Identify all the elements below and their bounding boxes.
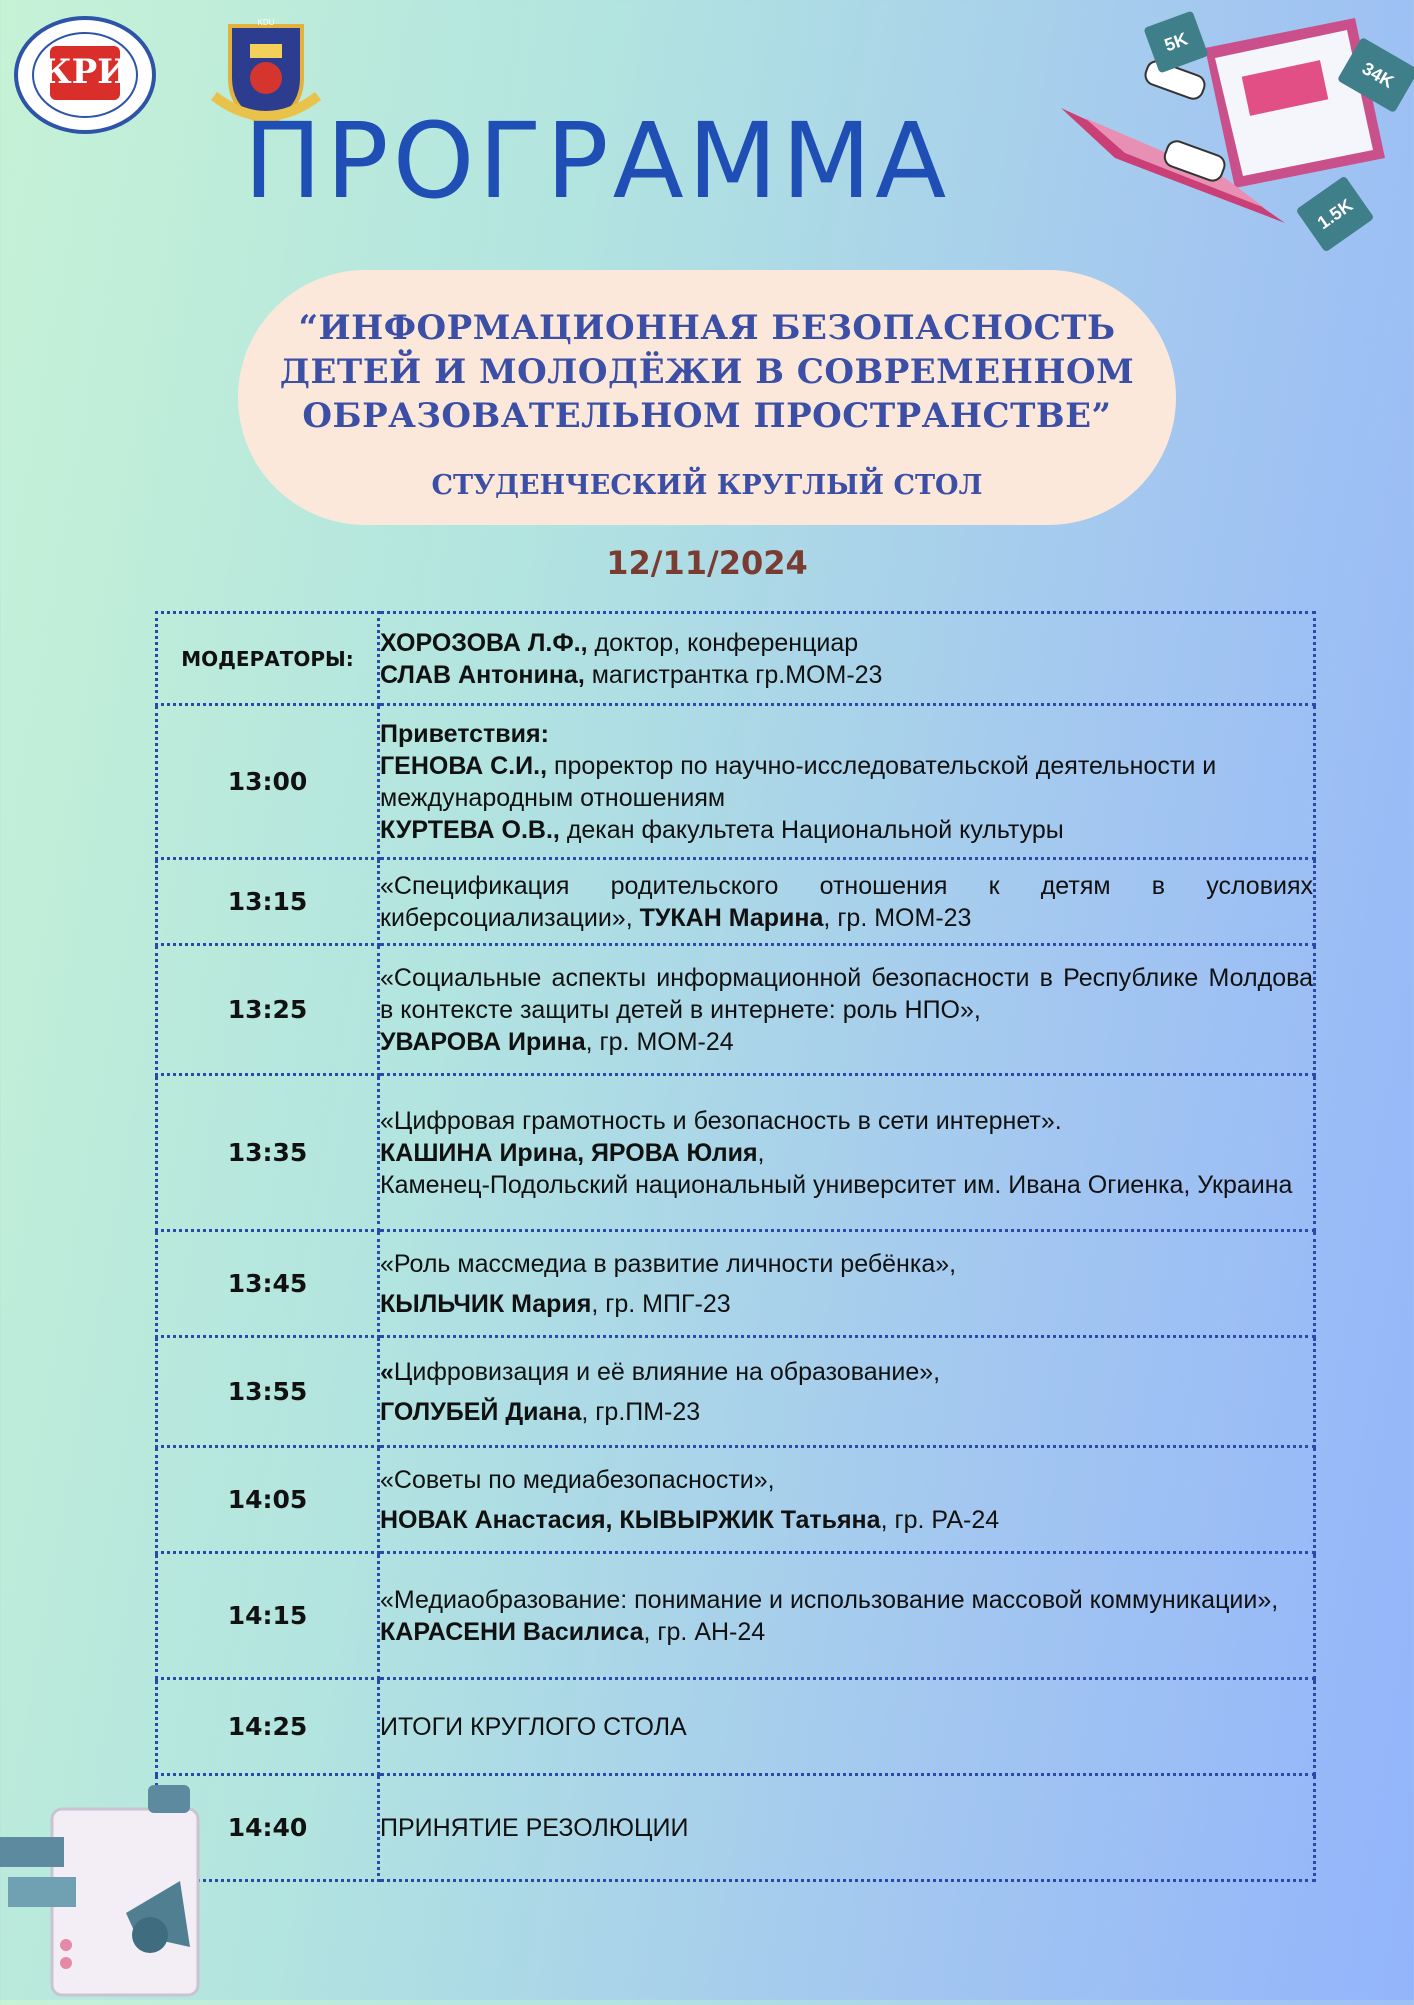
program-table <box>155 611 1316 1882</box>
moderators-label: МОДЕРАТОРЫ: <box>157 613 379 705</box>
speaker-line <box>380 1137 1313 1169</box>
description-cell <box>379 1447 1315 1553</box>
table-row <box>157 945 1315 1075</box>
speaker-separator: , <box>757 1138 765 1167</box>
opening-quote: « <box>380 1357 394 1386</box>
table-row <box>157 1775 1315 1881</box>
closing-item: ИТОГИ КРУГЛОГО СТОЛА <box>379 1679 1315 1775</box>
event-date: 12/11/2024 <box>606 544 808 582</box>
time-cell: 14:05 <box>157 1447 379 1553</box>
speaker-line <box>380 1026 1313 1058</box>
time-cell: 13:00 <box>157 705 379 859</box>
speaker-name: КЫЛЬЧИК Мария <box>380 1289 592 1318</box>
speaker-group: , гр. МОМ-23 <box>823 903 972 932</box>
talk-topic-line <box>380 1352 1313 1392</box>
description-cell <box>379 1553 1315 1679</box>
logo-right-lettering: KDU <box>257 18 275 27</box>
time-cell: 13:55 <box>157 1337 379 1447</box>
table-row <box>157 1231 1315 1337</box>
description-cell <box>379 859 1315 945</box>
speaker-line <box>380 750 1313 814</box>
table-row <box>157 705 1315 859</box>
speaker-group: , гр. МПГ-23 <box>591 1289 731 1318</box>
table-row <box>157 1447 1315 1553</box>
table-row <box>157 1553 1315 1679</box>
time-cell: 13:25 <box>157 945 379 1075</box>
speaker-group: , гр. МОМ-24 <box>585 1027 734 1056</box>
time-cell: 14:40 <box>157 1775 379 1881</box>
table-row <box>157 1075 1315 1231</box>
speaker-role: проректор по научно-исследовательской деятельности и международным отношениям <box>380 751 1217 812</box>
speaker-organization: Каменец-Подольский национальный университет им. Ивана Огиенка, Украина <box>380 1170 1293 1199</box>
event-title <box>238 306 1176 438</box>
speaker-name: ГОЛУБЕЙ Диана <box>380 1397 582 1426</box>
table-row <box>157 1679 1315 1775</box>
speaker-group: , гр. АН-24 <box>643 1617 766 1646</box>
moderator-name: СЛАВ Антонина, <box>380 660 585 689</box>
badge-views-value: 34K <box>1358 58 1398 92</box>
event-title-line: “ИНФОРМАЦИОННАЯ БЕЗОПАСНОСТЬ <box>298 308 1116 348</box>
time-cell: 13:15 <box>157 859 379 945</box>
time-cell: 13:35 <box>157 1075 379 1231</box>
moderator-line <box>380 659 1313 691</box>
talk-topic: «Роль массмедиа в развитие личности ребёнка», <box>380 1249 957 1278</box>
page-title: ПРОГРАММА <box>243 100 951 222</box>
speaker-line <box>380 1392 1313 1432</box>
time-cell: 14:15 <box>157 1553 379 1679</box>
moderator-role: доктор, конференциар <box>587 628 859 657</box>
description-cell <box>379 705 1315 859</box>
event-banner <box>238 270 1176 525</box>
speaker-name: КАРАСЕНИ Василиса <box>380 1617 644 1646</box>
event-subtitle: СТУДЕНЧЕСКИЙ КРУГЛЫЙ СТОЛ <box>431 470 983 501</box>
moderator-line <box>380 627 1313 659</box>
badge-likes-value: 5K <box>1161 28 1191 56</box>
speaker-line <box>380 1500 1313 1540</box>
talk-topic: «Спецификация родительского отношения к детям в условиях киберсоциализации», <box>380 871 1313 932</box>
talk-topic: «Советы по медиабезопасности», <box>380 1465 775 1494</box>
speaker-name: ГЕНОВА С.И., <box>380 751 548 780</box>
event-title-line: ОБРАЗОВАТЕЛЬНОМ ПРОСТРАНСТВЕ” <box>302 396 1112 436</box>
description-cell <box>379 1337 1315 1447</box>
table-row <box>157 859 1315 945</box>
event-title-line: ДЕТЕЙ И МОЛОДЁЖИ В СОВРЕМЕННОМ <box>279 352 1135 392</box>
table-row <box>157 1337 1315 1447</box>
speaker-name: ТУКАН Марина <box>639 903 824 932</box>
speaker-line <box>380 814 1313 846</box>
speaker-role: декан факультета Национальной культуры <box>559 815 1064 844</box>
moderators-cell <box>379 613 1315 705</box>
talk-topic: «Медиаобразование: понимание и использование массовой коммуникации», <box>380 1585 1279 1614</box>
speaker-name: УВАРОВА Ирина <box>380 1027 586 1056</box>
description-cell <box>379 1075 1315 1231</box>
logo-left-lettering: КРИ <box>40 52 130 92</box>
description-cell <box>379 1231 1315 1337</box>
social-media-illustration <box>0 1785 220 2000</box>
greetings-heading <box>380 718 1313 750</box>
closing-item: ПРИНЯТИЕ РЕЗОЛЮЦИИ <box>379 1775 1315 1881</box>
talk-topic: Цифровизация и её влияние на образование», <box>393 1357 941 1386</box>
speaker-name: КАШИНА Ирина, ЯРОВА Юлия <box>380 1138 758 1167</box>
speaker-line <box>380 1284 1313 1324</box>
speaker-name: НОВАК Анастасия, КЫВЫРЖИК Татьяна <box>380 1505 881 1534</box>
speaker-line <box>380 1616 1313 1648</box>
time-cell: 14:25 <box>157 1679 379 1775</box>
table-row <box>157 613 1315 705</box>
speaker-group: , гр.ПМ-23 <box>581 1397 701 1426</box>
moderator-name: ХОРОЗОВА Л.Ф., <box>380 628 588 657</box>
greetings-heading-text: Приветствия: <box>380 719 549 748</box>
description-cell <box>379 945 1315 1075</box>
badge-comments-value: 1.5K <box>1313 194 1357 234</box>
moderator-role: магистрантка гр.МОМ-23 <box>584 660 883 689</box>
talk-topic: «Социальные аспекты информационной безопасности в Республике Молдова в контексте защиты детей в интернете: роль НПО», <box>380 963 1313 1024</box>
speaker-name: КУРТЕВА О.В., <box>380 815 560 844</box>
talk-topic: «Цифровая грамотность и безопасность в сети интернет». <box>380 1106 1062 1135</box>
speaker-group: , гр. РА-24 <box>880 1505 1000 1534</box>
time-cell: 13:45 <box>157 1231 379 1337</box>
